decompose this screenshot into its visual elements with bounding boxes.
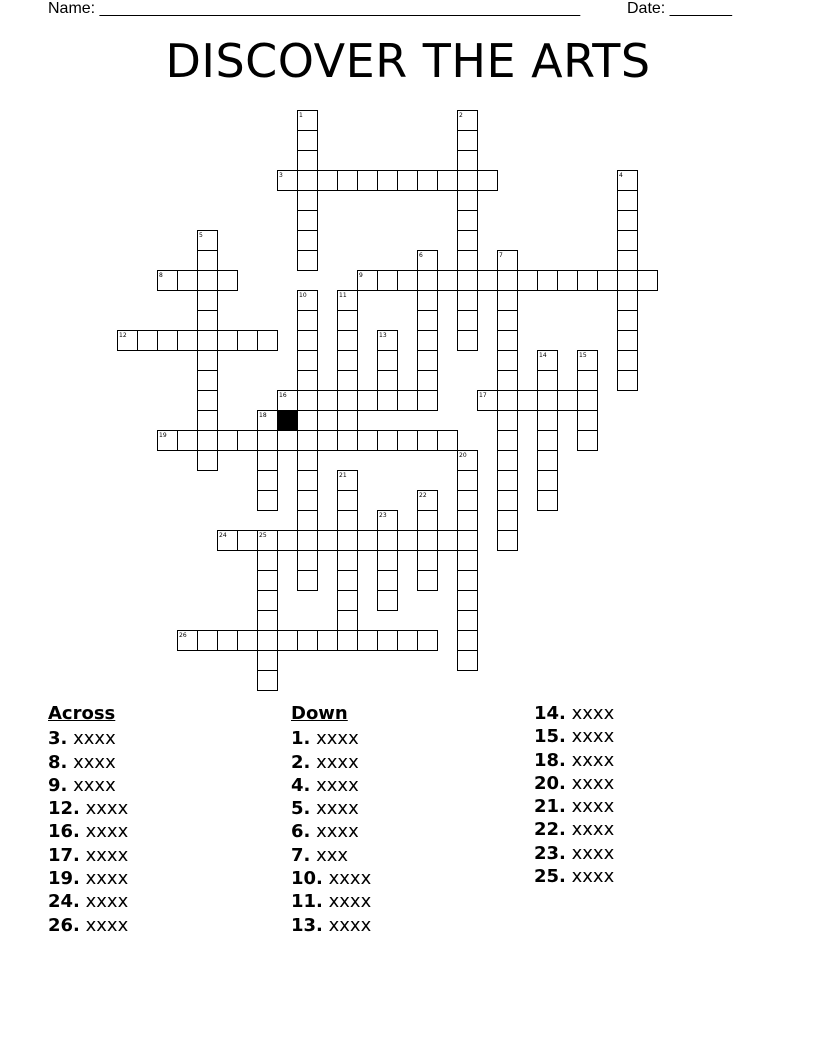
grid-cell[interactable] xyxy=(458,531,478,551)
grid-cell[interactable] xyxy=(458,571,478,591)
grid-cell[interactable] xyxy=(318,631,338,651)
grid-cell[interactable] xyxy=(578,411,598,431)
clue-down-7: 7. xxx xyxy=(291,844,349,866)
grid-cell[interactable] xyxy=(598,271,618,291)
grid-cell[interactable] xyxy=(318,531,338,551)
grid-cell[interactable] xyxy=(318,391,338,411)
clue-across-26: 26. xxxx xyxy=(48,914,129,936)
grid-cell[interactable] xyxy=(478,171,498,191)
grid-cell[interactable] xyxy=(318,431,338,451)
grid-cell[interactable] xyxy=(338,311,358,331)
grid-cell[interactable] xyxy=(418,271,438,291)
grid-cell[interactable] xyxy=(338,391,358,411)
grid-cell[interactable] xyxy=(178,431,198,451)
grid-cell[interactable] xyxy=(458,311,478,331)
grid-cell[interactable] xyxy=(238,531,258,551)
clue-down-10: 10. xxxx xyxy=(291,868,372,890)
grid-cell[interactable] xyxy=(298,231,318,251)
grid-cell[interactable] xyxy=(458,291,478,311)
grid-cell[interactable] xyxy=(458,491,478,511)
cell-number: 4 xyxy=(619,172,623,179)
grid-cell[interactable] xyxy=(478,271,498,291)
grid-cell[interactable] xyxy=(498,491,518,511)
grid-cell[interactable] xyxy=(338,531,358,551)
grid-cell[interactable] xyxy=(278,431,298,451)
clue-across-16: 16. xxxx xyxy=(48,821,129,843)
grid-cell[interactable] xyxy=(278,531,298,551)
grid-cell[interactable] xyxy=(198,331,218,351)
grid-cell[interactable] xyxy=(298,511,318,531)
grid-cell[interactable] xyxy=(278,631,298,651)
page-title: DISCOVER THE ARTS xyxy=(165,34,651,88)
grid-cell[interactable] xyxy=(418,291,438,311)
grid-cell[interactable] xyxy=(298,171,318,191)
grid-cell[interactable] xyxy=(618,191,638,211)
grid-cell[interactable] xyxy=(638,271,658,291)
grid-cell[interactable] xyxy=(418,631,438,651)
grid-cell[interactable] xyxy=(358,631,378,651)
grid-cell[interactable] xyxy=(498,531,518,551)
grid-cell[interactable] xyxy=(298,311,318,331)
grid-cell[interactable] xyxy=(198,371,218,391)
grid-cell[interactable] xyxy=(298,551,318,571)
grid-cell[interactable] xyxy=(258,491,278,511)
grid-cell[interactable] xyxy=(558,391,578,411)
grid-cell[interactable] xyxy=(418,551,438,571)
grid-cell[interactable] xyxy=(258,651,278,671)
down-heading: Down xyxy=(291,703,348,724)
grid-cell[interactable] xyxy=(498,511,518,531)
clue-down-22: 22. xxxx xyxy=(534,819,615,841)
cell-number: 15 xyxy=(579,352,587,359)
clue-across-9: 9. xxxx xyxy=(48,774,116,796)
cell-number: 14 xyxy=(539,352,547,359)
grid-cell[interactable] xyxy=(298,431,318,451)
grid-cell[interactable] xyxy=(618,331,638,351)
grid-cell[interactable] xyxy=(378,551,398,571)
grid-cell[interactable] xyxy=(258,591,278,611)
grid-cell[interactable] xyxy=(518,391,538,411)
grid-cell[interactable] xyxy=(298,331,318,351)
grid-cell[interactable] xyxy=(298,191,318,211)
grid-cell[interactable] xyxy=(458,651,478,671)
grid-cell[interactable] xyxy=(378,391,398,411)
grid-cell[interactable] xyxy=(378,591,398,611)
grid-cell[interactable] xyxy=(338,371,358,391)
cell-number: 26 xyxy=(179,632,187,639)
grid-cell[interactable] xyxy=(178,331,198,351)
grid-cell[interactable] xyxy=(198,351,218,371)
name-line: Name: ______________________________________________________ xyxy=(48,0,581,17)
grid-cell[interactable] xyxy=(618,271,638,291)
grid-cell[interactable] xyxy=(338,611,358,631)
grid-cell[interactable] xyxy=(198,251,218,271)
cell-number: 24 xyxy=(219,532,227,539)
clue-down-11: 11. xxxx xyxy=(291,891,372,913)
grid-cell[interactable] xyxy=(198,631,218,651)
grid-cell[interactable] xyxy=(438,531,458,551)
down-clues-1 xyxy=(291,702,371,937)
grid-cell[interactable] xyxy=(458,331,478,351)
grid-cell[interactable] xyxy=(158,331,178,351)
cell-number: 9 xyxy=(359,272,363,279)
grid-cell[interactable] xyxy=(418,371,438,391)
cell-number: 8 xyxy=(159,272,163,279)
clue-down-21: 21. xxxx xyxy=(534,796,615,818)
clue-across-8: 8. xxxx xyxy=(48,751,116,773)
grid-cell[interactable] xyxy=(398,271,418,291)
grid-cell[interactable] xyxy=(298,491,318,511)
clue-down-13: 13. xxxx xyxy=(291,914,372,936)
grid-cell[interactable] xyxy=(618,371,638,391)
grid-cell[interactable] xyxy=(378,571,398,591)
cell-number: 10 xyxy=(299,292,307,299)
grid-cell[interactable] xyxy=(258,471,278,491)
grid-cell[interactable] xyxy=(618,251,638,271)
clue-across-19: 19. xxxx xyxy=(48,868,129,890)
grid-cell[interactable] xyxy=(298,451,318,471)
grid-cell[interactable] xyxy=(258,671,278,691)
clue-down-23: 23. xxxx xyxy=(534,842,615,864)
cell-number: 1 xyxy=(299,112,303,119)
grid-cell[interactable] xyxy=(418,331,438,351)
grid-cell[interactable] xyxy=(198,271,218,291)
clue-across-17: 17. xxxx xyxy=(48,844,129,866)
grid-cell[interactable] xyxy=(398,531,418,551)
grid-cell[interactable] xyxy=(298,411,318,431)
grid-cell[interactable] xyxy=(258,451,278,471)
grid-cell[interactable] xyxy=(498,351,518,371)
grid-cell[interactable] xyxy=(418,531,438,551)
grid-cell[interactable] xyxy=(338,171,358,191)
grid-cell[interactable] xyxy=(458,231,478,251)
grid-cell[interactable] xyxy=(458,171,478,191)
grid-cell[interactable] xyxy=(198,291,218,311)
cell-number: 17 xyxy=(479,392,487,399)
grid-cell[interactable] xyxy=(498,471,518,491)
grid-cell[interactable] xyxy=(298,131,318,151)
grid-cell[interactable] xyxy=(418,571,438,591)
grid-cell[interactable] xyxy=(458,191,478,211)
grid-cell[interactable] xyxy=(538,411,558,431)
grid-cell[interactable] xyxy=(258,331,278,351)
grid-cell[interactable] xyxy=(338,411,358,431)
grid-cell[interactable] xyxy=(258,431,278,451)
grid-cell[interactable] xyxy=(298,391,318,411)
grid-cell[interactable] xyxy=(458,631,478,651)
grid-cell[interactable] xyxy=(418,511,438,531)
grid-cell[interactable] xyxy=(418,311,438,331)
clue-down-15: 15. xxxx xyxy=(534,726,615,748)
grid-cell[interactable] xyxy=(218,271,238,291)
cell-number: 6 xyxy=(419,252,423,259)
cell-number: 25 xyxy=(259,532,267,539)
grid-cell[interactable] xyxy=(218,331,238,351)
grid-cell[interactable] xyxy=(538,391,558,411)
grid-cell[interactable] xyxy=(378,171,398,191)
grid-cell[interactable] xyxy=(398,431,418,451)
grid-cell[interactable] xyxy=(298,631,318,651)
clue-down-2: 2. xxxx xyxy=(291,751,359,773)
grid-cell[interactable] xyxy=(378,371,398,391)
grid-cell[interactable] xyxy=(578,371,598,391)
grid-cell[interactable] xyxy=(358,391,378,411)
grid-cell[interactable] xyxy=(458,251,478,271)
grid-cell[interactable] xyxy=(458,131,478,151)
grid-cell[interactable] xyxy=(498,271,518,291)
grid-cell[interactable] xyxy=(578,431,598,451)
grid-cell[interactable] xyxy=(338,351,358,371)
grid-cell[interactable] xyxy=(338,511,358,531)
grid-cell[interactable] xyxy=(198,431,218,451)
grid-cell[interactable] xyxy=(378,351,398,371)
clue-down-4: 4. xxxx xyxy=(291,774,359,796)
grid-cell[interactable] xyxy=(458,151,478,171)
cell-number: 11 xyxy=(339,292,347,299)
grid-cell[interactable] xyxy=(298,471,318,491)
cell-number: 16 xyxy=(279,392,287,399)
grid-cell[interactable] xyxy=(338,631,358,651)
grid-cell[interactable] xyxy=(378,631,398,651)
grid-cell[interactable] xyxy=(178,271,198,291)
grid-cell[interactable] xyxy=(558,271,578,291)
cell-number: 20 xyxy=(459,452,467,459)
across-clues xyxy=(48,702,128,937)
grid-cell[interactable] xyxy=(298,211,318,231)
clue-across-3: 3. xxxx xyxy=(48,728,116,750)
grid-cell[interactable] xyxy=(298,571,318,591)
grid-cell[interactable] xyxy=(418,351,438,371)
grid-cell[interactable] xyxy=(298,351,318,371)
grid-cell[interactable] xyxy=(418,171,438,191)
date-line: Date: _______ xyxy=(627,0,732,17)
grid-cell[interactable] xyxy=(298,371,318,391)
grid-cell[interactable] xyxy=(498,451,518,471)
cell-number: 23 xyxy=(379,512,387,519)
grid-cell[interactable] xyxy=(238,431,258,451)
grid-cell[interactable] xyxy=(398,391,418,411)
grid-cell[interactable] xyxy=(238,331,258,351)
grid-cell[interactable] xyxy=(458,591,478,611)
grid-cell[interactable] xyxy=(198,311,218,331)
grid-cell[interactable] xyxy=(398,171,418,191)
grid-cell[interactable] xyxy=(338,331,358,351)
grid-cell[interactable] xyxy=(238,631,258,651)
grid-cell[interactable] xyxy=(198,411,218,431)
grid-cell[interactable] xyxy=(458,551,478,571)
grid-cell[interactable] xyxy=(618,211,638,231)
cell-number: 21 xyxy=(339,472,347,479)
grid-cell[interactable] xyxy=(458,471,478,491)
grid-cell[interactable] xyxy=(618,291,638,311)
grid-cell[interactable] xyxy=(438,431,458,451)
cell-number: 3 xyxy=(279,172,283,179)
grid-cell[interactable] xyxy=(618,351,638,371)
grid-cell[interactable] xyxy=(358,171,378,191)
grid-cell[interactable] xyxy=(298,151,318,171)
grid-cell[interactable] xyxy=(538,371,558,391)
clue-down-14: 14. xxxx xyxy=(534,703,615,724)
grid-cell[interactable] xyxy=(378,531,398,551)
grid-cell[interactable] xyxy=(578,391,598,411)
clue-down-6: 6. xxxx xyxy=(291,821,359,843)
clue-down-1: 1. xxxx xyxy=(291,728,359,750)
grid-cell[interactable] xyxy=(458,211,478,231)
cell-number: 12 xyxy=(119,332,127,339)
grid-cell[interactable] xyxy=(338,551,358,571)
cell-number: 2 xyxy=(459,112,463,119)
grid-cell[interactable] xyxy=(618,231,638,251)
grid-cell[interactable] xyxy=(578,271,598,291)
grid-cell[interactable] xyxy=(298,251,318,271)
cell-number: 13 xyxy=(379,332,387,339)
grid-cell[interactable] xyxy=(498,431,518,451)
grid-cell[interactable] xyxy=(498,391,518,411)
grid-cell[interactable] xyxy=(458,611,478,631)
grid-cell[interactable] xyxy=(338,571,358,591)
grid-cell[interactable] xyxy=(218,431,238,451)
grid-cell[interactable] xyxy=(518,271,538,291)
grid-cell[interactable] xyxy=(358,531,378,551)
grid-cell[interactable] xyxy=(258,631,278,651)
grid-cell[interactable] xyxy=(618,311,638,331)
grid-cell[interactable] xyxy=(498,291,518,311)
black-cell xyxy=(278,411,298,431)
cell-number: 18 xyxy=(259,412,267,419)
grid-cell[interactable] xyxy=(498,331,518,351)
grid-cell[interactable] xyxy=(318,171,338,191)
cell-number: 22 xyxy=(419,492,427,499)
grid-cell[interactable] xyxy=(378,271,398,291)
grid-cell[interactable] xyxy=(538,271,558,291)
grid-cell[interactable] xyxy=(378,431,398,451)
grid-cell[interactable] xyxy=(338,431,358,451)
cell-number: 5 xyxy=(199,232,203,239)
grid-cell[interactable] xyxy=(458,511,478,531)
grid-cell[interactable] xyxy=(338,491,358,511)
grid-cell[interactable] xyxy=(418,431,438,451)
grid-cell[interactable] xyxy=(498,311,518,331)
grid-cell[interactable] xyxy=(538,471,558,491)
down-clues-2 xyxy=(534,702,614,888)
clue-across-24: 24. xxxx xyxy=(48,891,129,913)
grid-cell[interactable] xyxy=(258,571,278,591)
grid-cell[interactable] xyxy=(438,171,458,191)
grid-cell[interactable] xyxy=(358,431,378,451)
grid-cell[interactable] xyxy=(198,391,218,411)
grid-cell[interactable] xyxy=(538,431,558,451)
grid-cell[interactable] xyxy=(538,491,558,511)
clue-down-20: 20. xxxx xyxy=(534,772,615,794)
grid-cell[interactable] xyxy=(258,551,278,571)
grid-cell[interactable] xyxy=(218,631,238,651)
grid-cell[interactable] xyxy=(298,531,318,551)
grid-cell[interactable] xyxy=(498,411,518,431)
grid-cell[interactable] xyxy=(538,451,558,471)
grid-cell[interactable] xyxy=(398,631,418,651)
grid-cell[interactable] xyxy=(258,611,278,631)
cell-number: 19 xyxy=(159,432,167,439)
across-heading: Across xyxy=(48,703,116,724)
grid-cell[interactable] xyxy=(338,591,358,611)
clue-down-18: 18. xxxx xyxy=(534,749,615,771)
grid-cell[interactable] xyxy=(438,271,458,291)
clue-down-25: 25. xxxx xyxy=(534,866,615,888)
grid-cell[interactable] xyxy=(458,271,478,291)
clue-down-5: 5. xxxx xyxy=(291,798,359,820)
grid-cell[interactable] xyxy=(138,331,158,351)
cell-number: 7 xyxy=(499,252,503,259)
grid-cell[interactable] xyxy=(198,451,218,471)
grid-cell[interactable] xyxy=(498,371,518,391)
clue-across-12: 12. xxxx xyxy=(48,798,129,820)
grid-cell[interactable] xyxy=(418,391,438,411)
